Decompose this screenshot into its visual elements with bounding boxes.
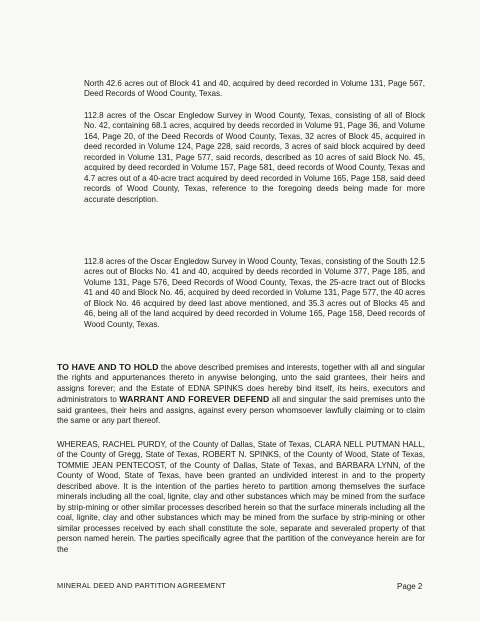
paragraph-tract-2: 112.8 acres of the Oscar Engledow Survey in Wood County, Texas, consisting of the South 12.5 acres out of Blocks No. 41 and 40, acquired by deeds recorded in Volume 377, Page 185, and Volume 131, Page 576, Deed Records of Wood County, Texas, the 25-acre tract out of Blocks 41 and 40 and Block No. 46, acquired by deed recorded in Volume 131, Page 577, the 40 acres of Block No. 46 acquired by deed last above mentioned, and 35.3 acres out of Blocks 45 and 46, being all of the land acquired by deed recorded in Volume 165, Page 158, Deed records of Wood County, Texas. [84, 257, 425, 329]
paragraph-habendum [57, 362, 425, 427]
paragraph-north-tract: North 42.6 acres out of Block 41 and 40, acquired by deed recorded in Volume 131, Page 567, Deed Records of Wood County, Texas. [84, 79, 425, 99]
warranty-emphasis: WARRANT AND FOREVER DEFEND [119, 394, 270, 405]
habendum-text-b: all and singular the said premises unto the said grantees, their heirs and assigns, against every person whomsoever lawfully claiming or to claim the same or any part thereof. [57, 395, 426, 426]
scan-mark [4, 22, 18, 32]
footer-title: MINERAL DEED AND PARTITION AGREEMENT [57, 581, 226, 590]
paragraph-tract-1: 112.8 acres of the Oscar Engledow Survey in Wood County, Texas, consisting of all of Block No. 42, containing 68.1 acres, acquired by deeds recorded in Volume 91, Page 36, and Volume 164, Page 20, of the Deed Records of Wood County, Texas, 32 acres of Block 45, acquired in deed recorded in Volume 124, Page 228, said records, 3 acres of said block acquired by deed recorded in Volume 131, Page 577, said records, described as 10 acres of said Block No. 45, acquired by deed recorded in Volume 157, Page 581, deed records of Wood County, Texas and 4.7 acres out of a 40-acre tract acquired by deed recorded in Volume 165, Page 158, said deed records of Wood County, Texas, reference to the foregoing deeds being made for more accurate description. [84, 111, 425, 204]
habendum-lead: TO HAVE AND TO HOLD [57, 362, 159, 372]
habendum-text-a: the above described premises and interests, together with all and singular the rights and appurtenances thereto in anywise belonging, unto the said grantees, their heirs and assigns forever; and the Estate of EDNA SPINKS does hereby bind itself, its heirs, executors and administrators to [57, 363, 425, 405]
paragraph-whereas: WHEREAS, RACHEL PURDY, of the County of Dallas, State of Texas, CLARA NELL PUTMAN HALL, of the County of Gregg, State of Texas, ROBERT N. SPINKS, of the County of Wood, State of Texas, TOMMIE JEAN PENTECOST, of the County of Dallas, State of Texas, and BARBARA LYNN, of the County of Wood, State of Texas, have been granted an undivided interest in and to the property described above. It is the intention of the parties hereto to partition among themselves the surface minerals including all the coal, lignite, clay and other substances which may be mined from the surface by strip-mining or other similar processes described herein so that the surface minerals including all the coal, lignite, clay and other substances which may be mined from the surface by strip-mining or other similar processes received by each shall constitute the sole, separate and severaled property of that person named herein. The parties specifically agree that the partition of the conveyance herein are for the [57, 440, 425, 554]
page-number: Page 2 [397, 582, 423, 591]
